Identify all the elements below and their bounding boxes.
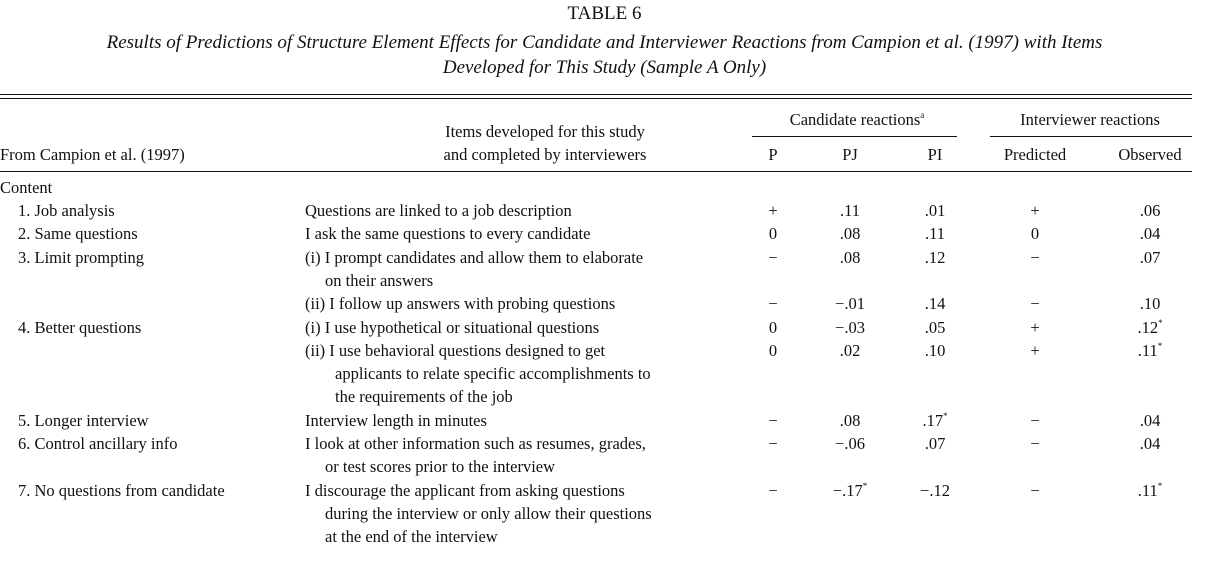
- header-p: P: [768, 145, 778, 164]
- row-pj: −.01: [835, 294, 865, 313]
- row-item-line: I look at other information such as resumes, grades,: [305, 434, 646, 453]
- row-p: −: [768, 411, 778, 430]
- top-double-rule-2: [0, 98, 1192, 99]
- row-predicted: 0: [1030, 224, 1040, 243]
- row-pj: .11: [839, 201, 860, 220]
- row-p: 0: [768, 341, 778, 360]
- significance-asterisk: *: [862, 481, 868, 491]
- row-element: 4. Better questions: [18, 318, 142, 337]
- header-predicted: Predicted: [1003, 145, 1067, 164]
- row-predicted: +: [1030, 318, 1040, 337]
- row-item-line: at the end of the interview: [325, 527, 498, 546]
- row-pi: .07: [924, 434, 946, 453]
- row-item-line: the requirements of the job: [335, 387, 513, 406]
- row-p: 0: [768, 318, 778, 337]
- significance-asterisk: *: [1157, 481, 1163, 491]
- row-item-line: on their answers: [325, 271, 434, 290]
- header-items-line2: and completed by interviewers: [443, 145, 647, 164]
- row-observed: .10: [1139, 294, 1161, 313]
- row-pj: .08: [839, 248, 861, 267]
- row-item-line: I ask the same questions to every candidate: [305, 224, 591, 243]
- row-pi: .17*: [922, 411, 948, 430]
- row-item-line: (i) I use hypothetical or situational questions: [305, 318, 600, 337]
- row-pi: .10: [924, 341, 946, 360]
- row-p: −: [768, 481, 778, 500]
- row-item-line: (ii) I use behavioral questions designed to get: [305, 341, 606, 360]
- header-group-interviewer: Interviewer reactions: [1020, 110, 1160, 129]
- header-observed: Observed: [1118, 145, 1182, 164]
- row-observed: .07: [1139, 248, 1161, 267]
- header-bottom-rule: [0, 171, 1192, 172]
- table-caption-label: TABLE 6: [567, 3, 642, 24]
- header-group-candidate-footnote: a: [920, 110, 925, 120]
- header-campion: From Campion et al. (1997): [0, 145, 185, 164]
- row-p: −: [768, 434, 778, 453]
- row-predicted: −: [1030, 294, 1040, 313]
- row-item-line: I discourage the applicant from asking questions: [305, 481, 625, 500]
- header-group-candidate: [752, 108, 962, 131]
- row-observed: .11*: [1137, 341, 1163, 360]
- row-pi: .05: [924, 318, 946, 337]
- significance-asterisk: *: [1158, 318, 1163, 328]
- row-p: −: [768, 248, 778, 267]
- row-element: 6. Control ancillary info: [18, 434, 178, 453]
- row-pi: .14: [924, 294, 946, 313]
- significance-asterisk: *: [943, 411, 948, 421]
- header-items-line1: Items developed for this study: [445, 122, 645, 141]
- row-element: 1. Job analysis: [18, 201, 115, 220]
- row-predicted: +: [1030, 341, 1040, 360]
- significance-asterisk: *: [1157, 341, 1163, 351]
- row-pj: −.17*: [832, 481, 868, 500]
- table-caption-title: [0, 30, 1209, 80]
- row-observed: .11*: [1137, 481, 1163, 500]
- row-predicted: −: [1030, 248, 1040, 267]
- table-caption-title-line2: Developed for This Study (Sample A Only): [442, 57, 767, 78]
- row-element: 7. No questions from candidate: [18, 481, 225, 500]
- candidate-subrule: [752, 136, 957, 137]
- row-item-line: Interview length in minutes: [305, 411, 487, 430]
- row-p: +: [768, 201, 778, 220]
- row-element: 5. Longer interview: [18, 411, 149, 430]
- row-pi: .12: [924, 248, 946, 267]
- row-item-line: applicants to relate specific accomplishments to: [335, 364, 651, 383]
- row-pj: .08: [839, 411, 861, 430]
- header-group-candidate-label: Candidate reactions: [789, 110, 921, 129]
- table-caption-title-line1: Results of Predictions of Structure Element Effects for Candidate and Interviewer Reactions from Campion et al. (1997) with Items: [106, 32, 1103, 53]
- row-pi: .01: [924, 201, 946, 220]
- row-item-line: Questions are linked to a job description: [305, 201, 572, 220]
- top-double-rule-1: [0, 94, 1192, 95]
- header-pi: PI: [927, 145, 943, 164]
- row-pj: .08: [839, 224, 861, 243]
- row-predicted: −: [1030, 411, 1040, 430]
- row-item-line: or test scores prior to the interview: [325, 457, 556, 476]
- row-p: −: [768, 294, 778, 313]
- row-observed: .04: [1139, 224, 1161, 243]
- row-observed: .04: [1139, 434, 1161, 453]
- row-observed: .12*: [1137, 318, 1163, 337]
- row-element: 3. Limit prompting: [18, 248, 145, 267]
- row-observed: .06: [1139, 201, 1161, 220]
- row-pi: .11: [924, 224, 945, 243]
- row-item-line: (ii) I follow up answers with probing questions: [305, 294, 616, 313]
- row-item-line: (i) I prompt candidates and allow them to elaborate: [305, 248, 644, 267]
- row-observed: .04: [1139, 411, 1161, 430]
- row-predicted: −: [1030, 481, 1040, 500]
- row-predicted: −: [1030, 434, 1040, 453]
- row-p: 0: [768, 224, 778, 243]
- interviewer-subrule: [990, 136, 1192, 137]
- row-pj: −.03: [835, 318, 865, 337]
- section-label-content: Content: [0, 178, 53, 197]
- row-pj: .02: [839, 341, 861, 360]
- row-predicted: +: [1030, 201, 1040, 220]
- row-item-line: during the interview or only allow their questions: [325, 504, 652, 523]
- header-pj: PJ: [842, 145, 858, 164]
- row-pj: −.06: [835, 434, 865, 453]
- row-element: 2. Same questions: [18, 224, 138, 243]
- row-pi: −.12: [920, 481, 950, 500]
